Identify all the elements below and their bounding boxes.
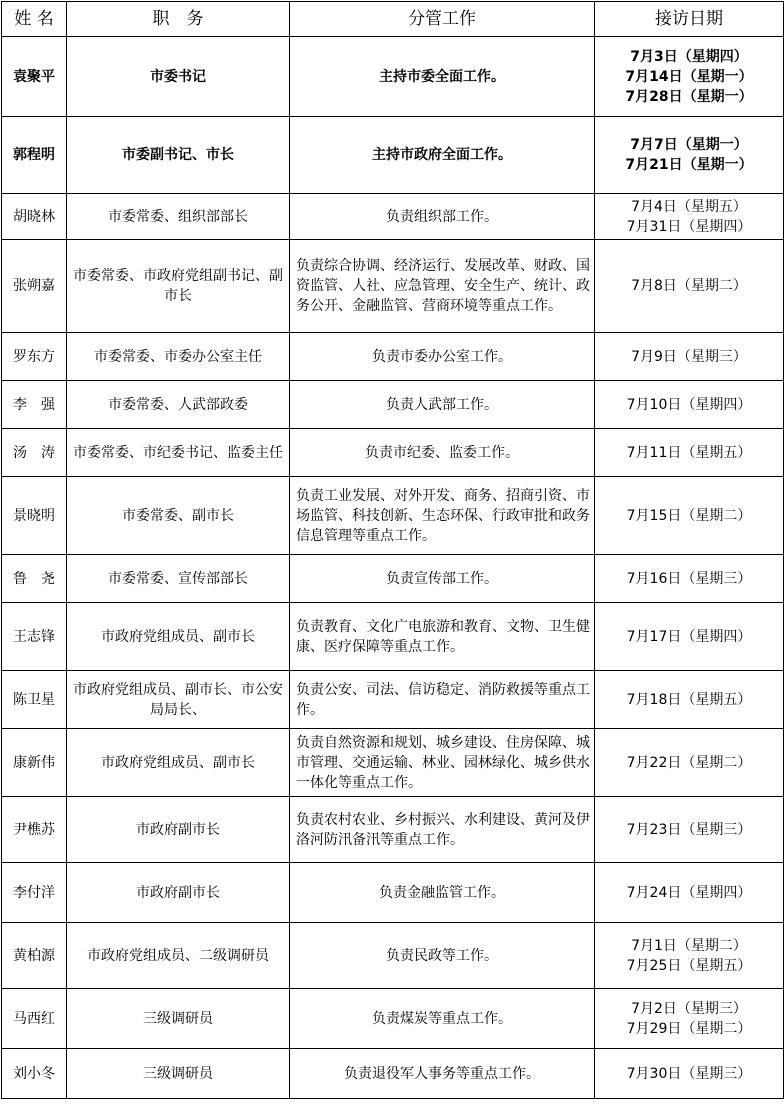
cell-duties: 负责综合协调、经济运行、发展改革、财政、国资监管、人社、应急管理、安全生产、统计、政务公开、金融监管、营商环境等重点工作。 (290, 240, 595, 333)
date-entry: 7月16日（星期三） (626, 570, 752, 587)
cell-position: 市委常委、副市长 (67, 477, 290, 555)
cell-position: 市委常委、宣传部部长 (67, 555, 290, 603)
cell-name: 陈卫星 (2, 671, 67, 729)
cell-dates (595, 989, 784, 1049)
table-row (2, 729, 784, 797)
reception-schedule-table (1, 1, 784, 1099)
cell-name: 鲁 尧 (2, 555, 67, 603)
cell-position: 市政府党组成员、副市长、市公安局局长、 (67, 671, 290, 729)
table-row (2, 797, 784, 863)
date-entry: 7月7日（星期一） (630, 137, 748, 153)
cell-dates (595, 603, 784, 671)
cell-name: 尹樵苏 (2, 797, 67, 863)
date-entry: 7月23日（星期三） (626, 821, 752, 838)
cell-duties: 负责金融监管工作。 (290, 863, 595, 923)
date-entry: 7月25日（星期五） (626, 957, 752, 974)
table-body (2, 37, 784, 1099)
cell-name: 李 强 (2, 381, 67, 429)
date-entry: 7月28日（星期一） (625, 88, 753, 105)
table-row (2, 240, 784, 333)
cell-position: 市委常委、市委办公室主任 (67, 333, 290, 381)
table-row (2, 429, 784, 477)
cell-dates (595, 194, 784, 240)
cell-position: 市委常委、市政府党组副书记、副市长 (67, 240, 290, 333)
date-entry: 7月8日（星期二） (631, 278, 747, 294)
table-row (2, 1049, 784, 1099)
date-entry: 7月17日（星期四） (626, 628, 752, 645)
cell-position: 市委常委、市纪委书记、监委主任 (67, 429, 290, 477)
date-entry: 7月15日（星期二） (626, 507, 752, 524)
cell-position: 市政府副市长 (67, 797, 290, 863)
cell-position: 市政府党组成员、副市长 (67, 603, 290, 671)
cell-name: 王志锋 (2, 603, 67, 671)
header-name: 姓 名 (2, 2, 67, 37)
table-row (2, 923, 784, 989)
table-row (2, 555, 784, 603)
cell-name: 刘小冬 (2, 1049, 67, 1099)
date-entry: 7月14日（星期一） (625, 68, 753, 85)
cell-position: 市委书记 (67, 37, 290, 117)
cell-dates (595, 1049, 784, 1099)
cell-duties: 负责自然资源和规划、城乡建设、住房保障、城市管理、交通运输、林业、园林绿化、城乡供水一体化等重点工作。 (290, 729, 595, 797)
date-entry: 7月11日（星期五） (626, 444, 752, 461)
table-row (2, 37, 784, 117)
header-row (2, 2, 784, 37)
date-entry: 7月22日（星期二） (626, 754, 752, 771)
cell-dates (595, 797, 784, 863)
cell-dates (595, 671, 784, 729)
cell-name: 张朔嘉 (2, 240, 67, 333)
cell-duties: 负责民政等工作。 (290, 923, 595, 989)
date-entry: 7月24日（星期四） (626, 884, 752, 901)
cell-name: 景晓明 (2, 477, 67, 555)
cell-dates (595, 555, 784, 603)
date-entry: 7月18日（星期五） (626, 691, 752, 708)
cell-duties: 负责市纪委、监委工作。 (290, 429, 595, 477)
cell-duties: 负责教育、文化广电旅游和教育、文物、卫生健康、医疗保障等重点工作。 (290, 603, 595, 671)
cell-position: 三级调研员 (67, 1049, 290, 1099)
table-row (2, 603, 784, 671)
cell-dates (595, 333, 784, 381)
cell-duties: 负责工业发展、对外开发、商务、招商引资、市场监管、科技创新、生态环保、行政审批和政务信息管理等重点工作。 (290, 477, 595, 555)
table-row (2, 671, 784, 729)
table-row (2, 333, 784, 381)
date-entry: 7月9日（星期三） (631, 348, 747, 365)
cell-name: 黄柏源 (2, 923, 67, 989)
date-entry: 7月29日（星期二） (626, 1020, 752, 1037)
cell-name: 罗东方 (2, 333, 67, 381)
cell-dates (595, 477, 784, 555)
cell-duties: 主持市政府全面工作。 (290, 117, 595, 194)
date-entry: 7月10日（星期四） (626, 396, 752, 413)
cell-name: 康新伟 (2, 729, 67, 797)
cell-position: 市委常委、组织部部长 (67, 194, 290, 240)
cell-dates (595, 863, 784, 923)
cell-duties: 负责农村农业、乡村振兴、水利建设、黄河及伊洛河防汛备汛等重点工作。 (290, 797, 595, 863)
cell-duties: 负责市委办公室工作。 (290, 333, 595, 381)
date-entry: 7月3日（星期四） (630, 48, 748, 65)
cell-duties: 负责人武部工作。 (290, 381, 595, 429)
date-entry: 7月31日（星期四） (626, 218, 752, 235)
cell-name: 郭程明 (2, 117, 67, 194)
table-row (2, 194, 784, 240)
cell-position: 市政府党组成员、副市长 (67, 729, 290, 797)
cell-duties: 负责宣传部工作。 (290, 555, 595, 603)
date-entry: 7月2日（星期三） (631, 1000, 747, 1017)
date-entry: 7月1日（星期二） (631, 937, 747, 954)
table-row (2, 117, 784, 194)
cell-dates (595, 117, 784, 194)
header-dates: 接访日期 (595, 2, 784, 37)
cell-duties: 主持市委全面工作。 (290, 37, 595, 117)
date-entry: 7月4日（星期五） (631, 198, 747, 215)
cell-name: 马西红 (2, 989, 67, 1049)
cell-name: 李付洋 (2, 863, 67, 923)
cell-position: 三级调研员 (67, 989, 290, 1049)
table-row (2, 381, 784, 429)
table-row (2, 477, 784, 555)
cell-position: 市委常委、人武部政委 (67, 381, 290, 429)
cell-name: 汤 涛 (2, 429, 67, 477)
table-row (2, 863, 784, 923)
cell-duties: 负责组织部工作。 (290, 194, 595, 240)
header-position: 职 务 (67, 2, 290, 37)
header-duties: 分管工作 (290, 2, 595, 37)
cell-dates (595, 37, 784, 117)
cell-dates (595, 429, 784, 477)
cell-dates (595, 923, 784, 989)
cell-dates (595, 240, 784, 333)
cell-duties: 负责公安、司法、信访稳定、消防救援等重点工作。 (290, 671, 595, 729)
cell-position: 市政府党组成员、二级调研员 (67, 923, 290, 989)
cell-position: 市政府副市长 (67, 863, 290, 923)
cell-duties: 负责煤炭等重点工作。 (290, 989, 595, 1049)
cell-dates (595, 729, 784, 797)
cell-dates (595, 381, 784, 429)
cell-name: 袁聚平 (2, 37, 67, 117)
cell-duties: 负责退役军人事务等重点工作。 (290, 1049, 595, 1099)
date-entry: 7月30日（星期三） (626, 1065, 752, 1082)
date-entry: 7月21日（星期一） (625, 157, 753, 173)
cell-name: 胡晓林 (2, 194, 67, 240)
cell-position: 市委副书记、市长 (67, 117, 290, 194)
table-row (2, 989, 784, 1049)
